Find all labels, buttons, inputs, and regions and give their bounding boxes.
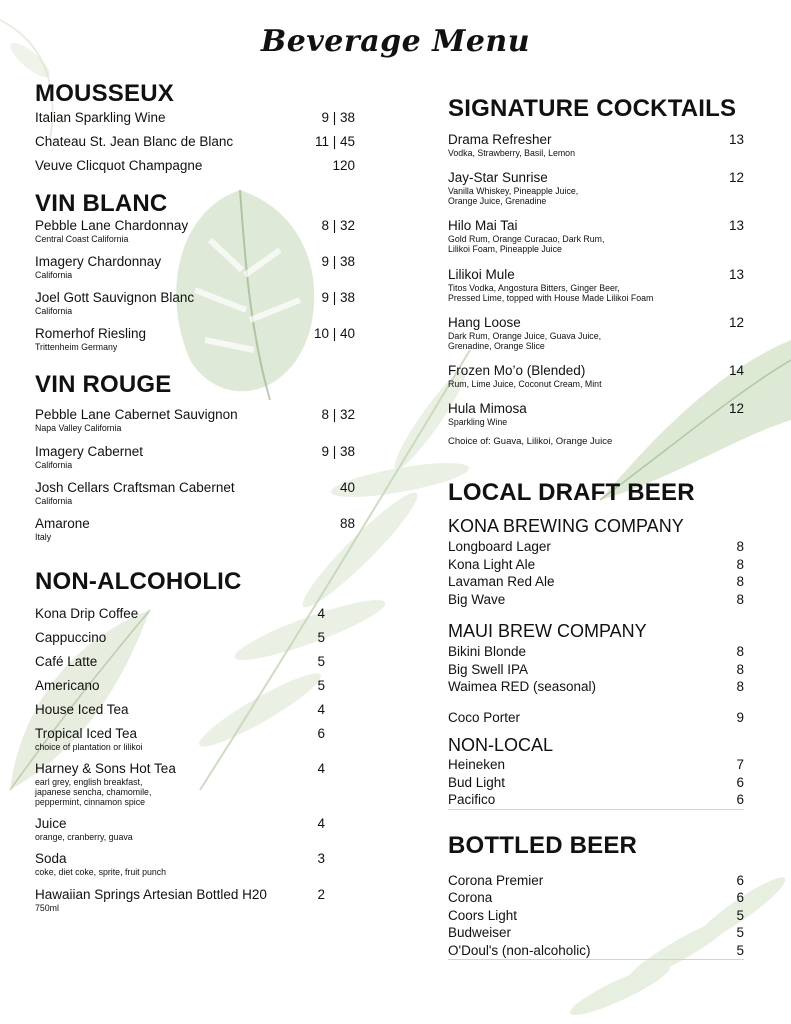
item-name: Big Wave [448, 591, 506, 607]
list-item [448, 573, 744, 591]
item-name: Corona Premier [448, 872, 544, 888]
item-price: 9 | 38 [321, 443, 355, 459]
page-title: Beverage Menu [260, 24, 531, 59]
list-item [35, 702, 325, 717]
item-price: 12 [728, 314, 744, 330]
list-item [35, 134, 355, 149]
mousseux-list [35, 110, 355, 173]
list-item [35, 630, 325, 645]
item-name: Big Swell IPA [448, 661, 529, 677]
item-description: Trittenheim Germany [35, 342, 118, 353]
item-description: Napa Valley California [35, 423, 122, 434]
item-description: choice of plantation or lilikoi [35, 741, 143, 752]
item-description: California [35, 306, 73, 317]
list-item [448, 591, 744, 609]
item-name: Hilo Mai Tai [448, 218, 518, 234]
bottled-beer-list [448, 872, 744, 961]
list-item [35, 326, 355, 352]
item-price: 9 | 38 [321, 110, 355, 125]
item-price: 9 | 38 [321, 290, 355, 306]
item-row [448, 756, 744, 774]
item-name: Corona [448, 890, 493, 906]
item-description: Vodka, Strawberry, Basil, Lemon [448, 148, 575, 158]
bottled-beer-heading: BOTTLED BEER [448, 831, 638, 859]
item-price: 13 [728, 218, 744, 234]
item-row [448, 315, 744, 330]
list-item [35, 654, 325, 669]
item-row [35, 678, 325, 693]
item-row [448, 538, 744, 556]
kona-brewing-heading: KONA BREWING COMPANY [448, 516, 684, 537]
vin-blanc-list [35, 218, 355, 352]
item-name: Heineken [448, 757, 506, 773]
item-price: 6 [317, 725, 325, 741]
item-row [35, 816, 325, 831]
item-name: Waimea RED (seasonal) [448, 679, 597, 695]
item-name: Chateau St. Jean Blanc de Blanc [35, 134, 234, 149]
item-row [448, 170, 744, 185]
item-price: 4 [317, 816, 325, 832]
item-description: Central Coast California [35, 234, 129, 244]
item-name: Bud Light [448, 774, 506, 790]
list-item [35, 218, 355, 244]
list-item [448, 942, 744, 961]
item-price: 8 [736, 539, 744, 555]
cocktails-list [448, 132, 744, 427]
item-name: Italian Sparkling Wine [35, 110, 166, 125]
kona-list [448, 538, 744, 608]
item-row [35, 134, 355, 149]
item-row [35, 761, 325, 776]
item-price: 5 [736, 907, 744, 923]
list-item [35, 480, 355, 506]
item-name: Romerhof Riesling [35, 326, 147, 342]
item-row [35, 326, 355, 341]
list-item [448, 315, 744, 351]
item-name: Kona Light Ale [448, 556, 536, 572]
item-price: 13 [728, 132, 744, 147]
list-item [448, 643, 744, 661]
item-description: Titos Vodka, Angostura Bitters, Ginger Beer, Pressed Lime, topped with House Made Lilikoi Foam [448, 282, 654, 303]
item-name: Coco Porter [448, 709, 521, 725]
item-name: Lavaman Red Ale [448, 574, 555, 590]
list-item [448, 709, 744, 727]
item-description: Italy [35, 531, 52, 542]
item-name: Veuve Clicquot Champagne [35, 158, 203, 173]
item-row [448, 872, 744, 890]
list-item [448, 889, 744, 907]
list-item [448, 556, 744, 574]
item-name: Hang Loose [448, 314, 521, 330]
item-name: Imagery Cabernet [35, 443, 144, 459]
item-price: 4 [317, 760, 325, 776]
left-column [35, 82, 355, 913]
item-name: Budweiser [448, 925, 512, 941]
item-price: 13 [728, 266, 744, 282]
item-name: Pacifico [448, 792, 496, 808]
item-description: Dark Rum, Orange Juice, Guava Juice, Grenadine, Orange Slice [448, 330, 602, 351]
item-price: 40 [339, 479, 355, 495]
item-row [35, 851, 325, 866]
item-description: California [35, 495, 73, 506]
item-description: 750ml [35, 902, 59, 913]
item-price: 8 [736, 591, 744, 607]
item-description: California [35, 459, 73, 470]
vin-blanc-heading: VIN BLANC [35, 190, 168, 217]
item-row [35, 726, 325, 741]
list-item [448, 756, 744, 774]
item-price: 4 [317, 701, 325, 717]
list-item [448, 907, 744, 925]
item-row [448, 401, 744, 416]
item-name: Kona Drip Coffee [35, 605, 139, 621]
item-price: 5 [317, 629, 325, 645]
list-item [35, 254, 355, 280]
item-name: Café Latte [35, 653, 98, 669]
item-price: 8 [736, 574, 744, 590]
item-description: coke, diet coke, sprite, fruit punch [35, 867, 167, 878]
coco-porter-row [448, 709, 744, 727]
item-name: Pebble Lane Chardonnay [35, 218, 189, 233]
item-price: 7 [736, 757, 744, 773]
item-name: Josh Cellars Craftsman Cabernet [35, 479, 235, 495]
item-row [35, 887, 325, 902]
item-price: 3 [317, 851, 325, 867]
list-item [35, 851, 325, 877]
item-name: Longboard Lager [448, 539, 551, 555]
list-item [35, 158, 355, 173]
list-item [35, 444, 355, 470]
item-row [448, 591, 744, 609]
item-row [448, 661, 744, 679]
item-name: Tropical Iced Tea [35, 725, 138, 741]
item-description: earl grey, english breakfast, japanese sencha, chamomile, peppermint, cinnamon spice [35, 776, 152, 808]
item-price: 8 [736, 644, 744, 660]
item-price: 8 [736, 661, 744, 677]
item-price: 120 [332, 158, 355, 173]
item-description: Vanilla Whiskey, Pineapple Juice, Orange Juice, Grenadine [448, 186, 579, 207]
item-description: Rum, Lime Juice, Coconut Cream, Mint [448, 378, 602, 389]
non-alcoholic-heading: NON-ALCOHOLIC [35, 567, 242, 595]
item-name: O'Doul's (non-alcoholic) [448, 942, 591, 958]
item-name: House Iced Tea [35, 701, 129, 717]
item-name: Americano [35, 677, 100, 693]
list-item [448, 170, 744, 206]
list-item [448, 872, 744, 890]
item-price: 8 | 32 [321, 407, 355, 423]
list-item [35, 290, 355, 316]
item-price: 9 | 38 [321, 254, 355, 270]
list-item [448, 791, 744, 810]
list-item [35, 887, 325, 913]
item-price: 5 [317, 653, 325, 669]
item-row [448, 267, 744, 282]
item-price: 6 [736, 872, 744, 888]
item-price: 6 [736, 792, 744, 808]
item-name: Soda [35, 851, 67, 867]
item-row [448, 924, 744, 942]
item-name: Hula Mimosa [448, 401, 527, 417]
item-price: 6 [736, 774, 744, 790]
item-row [448, 791, 744, 809]
item-description: orange, cranberry, guava [35, 832, 133, 843]
item-description: California [35, 270, 73, 281]
item-row [448, 556, 744, 574]
list-item [448, 267, 744, 303]
item-price: 88 [339, 515, 355, 531]
list-item [35, 606, 325, 621]
item-description: Gold Rum, Orange Curacao, Dark Rum, Lilikoi Foam, Pineapple Juice [448, 234, 605, 255]
list-item [448, 132, 744, 158]
item-row [448, 774, 744, 792]
list-item [35, 110, 355, 125]
item-name: Lilikoi Mule [448, 266, 515, 282]
item-name: Bikini Blonde [448, 644, 527, 660]
list-item [448, 661, 744, 679]
list-item [35, 761, 325, 807]
item-price: 4 [317, 605, 325, 621]
item-price: 11 | 45 [314, 134, 355, 149]
item-price: 8 [736, 556, 744, 572]
item-row [448, 218, 744, 233]
item-row [448, 132, 744, 147]
item-name: Hawaiian Springs Artesian Bottled H20 [35, 886, 267, 902]
item-price: 12 [728, 170, 744, 186]
item-row [448, 363, 744, 378]
item-row [35, 702, 325, 717]
item-name: Joel Gott Sauvignon Blanc [35, 290, 195, 306]
item-name: Coors Light [448, 907, 518, 923]
item-price: 8 | 32 [321, 218, 355, 233]
item-price: 14 [728, 362, 744, 378]
item-description: Sparkling Wine [448, 417, 508, 428]
item-row [35, 290, 355, 305]
list-item [35, 726, 325, 752]
item-row [35, 606, 325, 621]
list-item [448, 538, 744, 556]
list-item [35, 678, 325, 693]
item-row [35, 516, 355, 531]
item-name: Juice [35, 816, 67, 832]
item-price: 6 [736, 890, 744, 906]
item-row [35, 480, 355, 495]
non-alcoholic-list [35, 606, 325, 913]
item-row [448, 573, 744, 591]
cocktail-note: Choice of: Guava, Lilikoi, Orange Juice [448, 436, 613, 448]
item-row [448, 678, 744, 696]
item-price: 5 [317, 677, 325, 693]
item-name: Jay-Star Sunrise [448, 170, 548, 186]
right-column [448, 97, 744, 960]
list-item [448, 401, 744, 427]
list-item [448, 678, 744, 696]
item-name: Pebble Lane Cabernet Sauvignon [35, 407, 238, 423]
item-name: Imagery Chardonnay [35, 254, 162, 270]
list-item [448, 218, 744, 254]
list-item [35, 816, 325, 842]
item-row [448, 942, 744, 960]
item-price: 2 [317, 886, 325, 902]
item-row [35, 254, 355, 269]
item-row [35, 654, 325, 669]
local-draft-beer-heading: LOCAL DRAFT BEER [448, 479, 695, 507]
item-row [448, 889, 744, 907]
item-name: Cappuccino [35, 629, 107, 645]
non-local-list [448, 756, 744, 810]
item-price: 5 [736, 942, 744, 958]
item-row [35, 218, 355, 233]
item-price: 10 | 40 [313, 326, 355, 342]
item-price: 12 [728, 401, 744, 417]
list-item [448, 774, 744, 792]
item-row [35, 110, 355, 125]
item-name: Amarone [35, 515, 90, 531]
item-row [448, 907, 744, 925]
item-row [35, 630, 325, 645]
item-name: Frozen Mo’o (Blended) [448, 362, 586, 378]
item-name: Harney & Sons Hot Tea [35, 760, 176, 776]
item-name: Drama Refresher [448, 132, 552, 147]
non-local-heading: NON-LOCAL [448, 735, 554, 756]
vin-rouge-heading: VIN ROUGE [35, 371, 172, 399]
item-row [35, 158, 355, 173]
mousseux-heading: MOUSSEUX [35, 80, 174, 107]
list-item [448, 363, 744, 389]
item-row [35, 407, 355, 422]
item-price: 8 [736, 679, 744, 695]
list-item [448, 924, 744, 942]
list-item [35, 407, 355, 433]
maui-list [448, 643, 744, 696]
signature-cocktails-heading: SIGNATURE COCKTAILS [448, 95, 737, 122]
list-item [35, 516, 355, 542]
item-price: 5 [736, 925, 744, 941]
item-row [35, 444, 355, 459]
vin-rouge-list [35, 407, 355, 541]
item-price: 9 [736, 709, 744, 725]
maui-brew-heading: MAUI BREW COMPANY [448, 621, 647, 642]
item-row [448, 643, 744, 661]
